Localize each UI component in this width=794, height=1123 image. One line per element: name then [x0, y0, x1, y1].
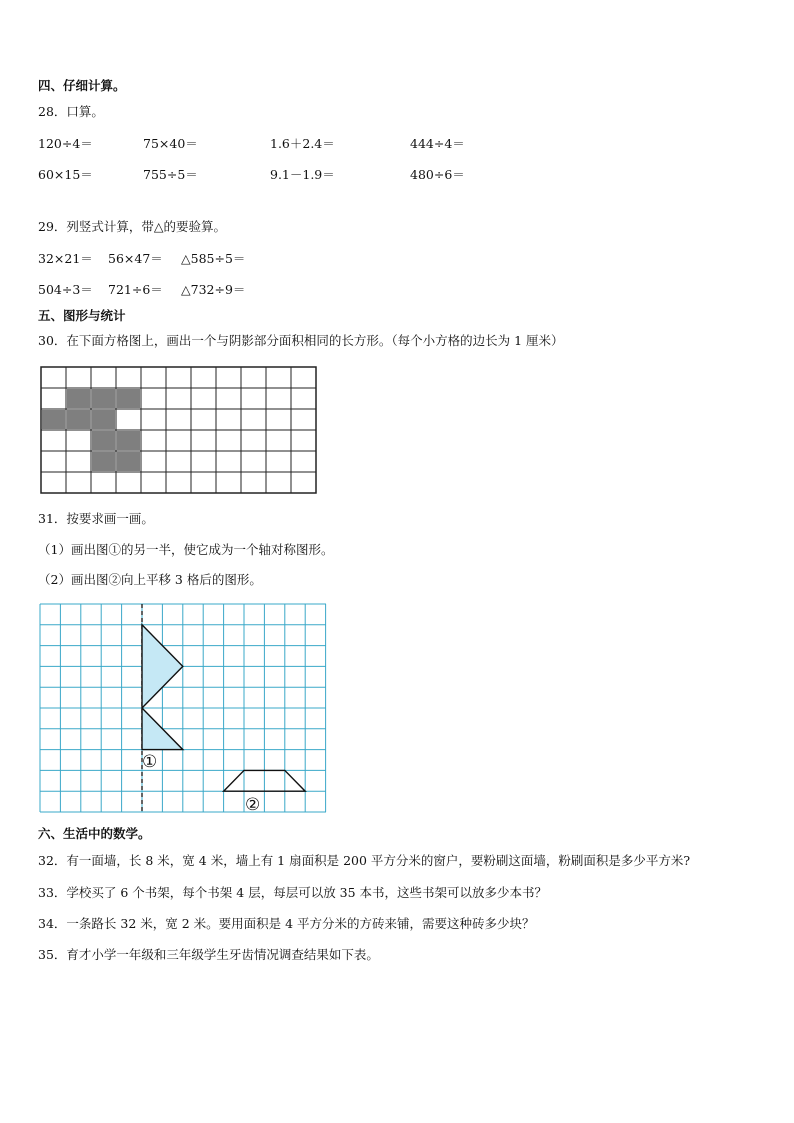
- q31-part2: （2）画出图②向上平移 3 格后的图形。: [38, 572, 262, 587]
- q32-text: 32．有一面墙，长 8 米，宽 4 米，墙上有 1 扇面积是 200 平方分米的窗户，要粉刷这面墙，粉刷面积是多少平方米?: [38, 853, 691, 868]
- q30-label: 30．在下面方格图上，画出一个与阴影部分面积相同的长方形。（每个小方格的边长为 1 厘米）: [38, 333, 564, 348]
- figure-2-label: ②: [245, 795, 261, 815]
- q31-label: 31．按要求画一画。: [38, 511, 154, 526]
- section4-title: 四、仔细计算。: [38, 78, 126, 93]
- q28-expr: 120÷4＝: [38, 136, 93, 151]
- q34-text: 34．一条路长 32 米，宽 2 米。要用面积是 4 平方分米的方砖来铺，需要这种砖多少块？: [38, 916, 535, 931]
- q29-expr: 32×21＝: [38, 251, 93, 266]
- q28-expr: 9.1－1.9＝: [270, 167, 335, 182]
- q28-expr: 480÷6＝: [410, 167, 465, 182]
- q29-expr: △585÷5＝: [181, 251, 246, 266]
- grid-lines: [40, 604, 326, 812]
- q28-expr: 755÷5＝: [143, 167, 198, 182]
- figure-1-label: ①: [142, 752, 158, 772]
- q29-expr: 56×47＝: [108, 251, 163, 266]
- section5-title: 五、图形与统计: [38, 308, 126, 323]
- q28-expr: 75×40＝: [143, 136, 198, 151]
- q29-expr: △732÷9＝: [181, 282, 246, 297]
- q31-grid: [38, 602, 330, 817]
- section6-title: 六、生活中的数学。: [38, 826, 151, 841]
- q29-label: 29．列竖式计算，带△的要验算。: [38, 219, 227, 234]
- q30-grid: [40, 366, 322, 496]
- q29-expr: 504÷3＝: [38, 282, 93, 297]
- q28-expr: 60×15＝: [38, 167, 93, 182]
- q28-expr: 1.6＋2.4＝: [270, 136, 335, 151]
- q33-text: 33．学校买了 6 个书架，每个书架 4 层，每层可以放 35 本书，这些书架可以放多少本书？: [38, 885, 548, 900]
- q28-expr: 444÷4＝: [410, 136, 465, 151]
- q35-text: 35．育才小学一年级和三年级学生牙齿情况调查结果如下表。: [38, 947, 379, 962]
- q31-part1: （1）画出图①的另一半，使它成为一个轴对称图形。: [38, 542, 334, 557]
- q28-label: 28．口算。: [38, 104, 104, 119]
- grid-lines: [41, 367, 316, 493]
- q29-expr: 721÷6＝: [108, 282, 163, 297]
